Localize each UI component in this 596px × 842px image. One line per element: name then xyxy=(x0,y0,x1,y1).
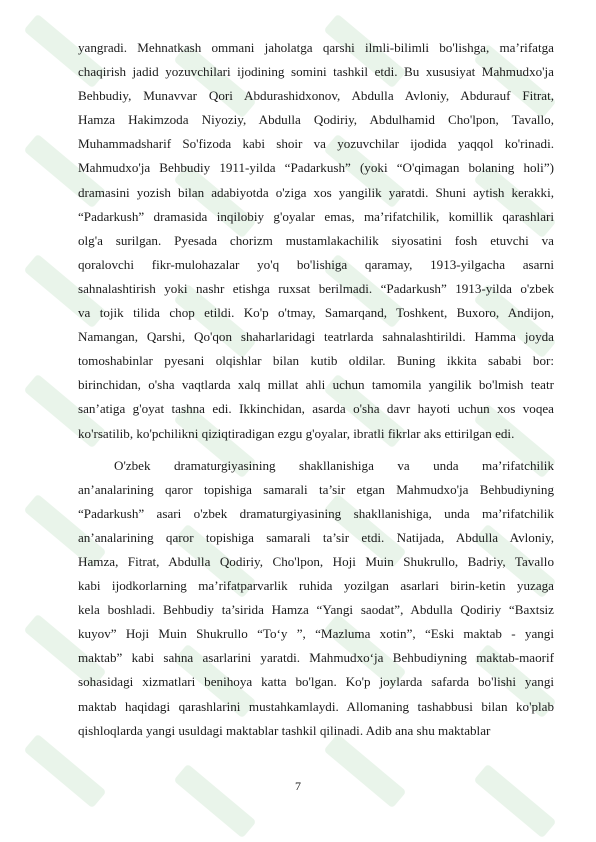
text-line: yangradi. Mehnatkash ommani jaholatga qarshi ilmli-bilimli bo'lishga, ma’rifatga xyxy=(78,40,554,55)
watermark-mark xyxy=(173,764,256,839)
text-line: Namangan, Qarshi, Qo'qon shaharlaridagi teatrlarda sahnalashtirildi. Hamma joyda xyxy=(78,329,554,345)
text-line: birinchidan, o'sha vaqtlarda xalq millat ahli uchun tamomila yangilik bo'lmish teatr xyxy=(78,377,554,393)
text-line: maktab” kabi sahna asarlarini yaratdi. Mahmudxo‘ja Behbudiyning maktab-maorif xyxy=(78,650,554,666)
text-line: kabi ijodkorlarning ma’rifatparvarlik ruhida yozilgan asarlari birin-ketin yuzaga xyxy=(78,578,554,594)
text-line: maktab haqidagi qarashlarini mustahkamlaydi. Allomaning tashabbusi bilan ko'plab xyxy=(78,698,554,714)
text-line: Hamza Hakimzoda Niyoziy, Abdulla Qodiriy, Abdulhamid Cho'lpon, Tavallo, xyxy=(78,112,554,128)
text-line: kela boshladi. Behbudiy ta’sirida Hamza “Yangi saodat”, Abdulla Qodiriy “Baxtsiz xyxy=(78,602,554,618)
text-line: “Padarkush” dramasida inqilobiy g'oyalar emas, ma’rifatchilik, komillik qarashlari xyxy=(78,208,554,224)
text-line: qoralovchi fikr-mulohazalar yo'q bo'lishiga qaramay, 1913-yilgacha asarni xyxy=(78,256,554,272)
paragraph-2 xyxy=(78,454,554,743)
text-line: Mahmudxo'ja Behbudiy 1911-yilda “Padarkush” (yoki “O'qimagan bolaning holi”) xyxy=(78,160,554,176)
text-line: Behbudiy, Munavvar Qori Abdurashidxonov, Abdulla Avloniy, Abdurauf Fitrat, xyxy=(78,88,554,104)
text-line: kuyov” Hoji Muin Shukrullo “To‘y ”, “Mazluma xotin”, “Eski maktab - yangi xyxy=(78,626,554,642)
page-body xyxy=(78,36,554,743)
text-line: san’atiga g'oyat tashna edi. Ikkinchidan, asarda o'sha davr hayoti uchun xos voqea xyxy=(78,401,554,417)
paragraph-1 xyxy=(78,36,554,446)
text-line: tomoshabinlar pyesani olqishlar bilan kutib oldilar. Buning ikkita sababi bor: xyxy=(78,353,554,369)
text-line: an’analarining qaror topishiga samarali ta’sir etdi. Natijada, Abdulla Avloniy, xyxy=(78,529,554,545)
watermark-mark xyxy=(23,734,106,809)
text-line: sahnalashtirish yoki nashr etishga ruxsat berilmadi. “Padarkush” 1913-yilda o'zbek xyxy=(78,280,554,296)
text-line: qishloqlarda yangi usuldagi maktablar tashkil qilinadi. Adib ana shu maktablar xyxy=(78,722,491,738)
text-line: “Padarkush” asari o'zbek dramaturgiyasining shakllanishiga, unda ma’rifatchilik xyxy=(78,505,554,521)
text-line: an’analarining qaror topishiga samarali ta’sir etgan Mahmudxo'ja Behbudiyning xyxy=(78,481,554,497)
text-line: ko'rsatilib, ko'pchilikni qiziqtiradigan ezgu g'oyalar, ibratli fikrlar aks ettirilgan edi. xyxy=(78,425,515,441)
watermark-mark xyxy=(473,764,556,839)
text-line: olg'a surilgan. Pyesada chorizm mustamlakachilik siyosatini fosh etuvchi va xyxy=(78,232,554,248)
text-line: Muhammadsharif So'fizoda kabi shoir va yozuvchilar ijodida yaqqol ko'rinadi. xyxy=(78,136,554,152)
text-line: chaqirish jadid yozuvchilari ijodining somini tashkil etdi. Bu xususiyat Mahmudxo'ja xyxy=(78,64,554,80)
watermark-mark xyxy=(323,734,406,809)
text-line: O'zbek dramaturgiyasining shakllanishiga va unda ma’rifatchilik xyxy=(114,457,554,473)
text-line: Hamza, Fitrat, Abdulla Qodiriy, Cho'lpon, Hoji Muin Shukrullo, Badriy, Tavallo xyxy=(78,553,554,569)
text-line: dramasini yozish bilan adabiyotda o'ziga xos yangilik yaratdi. Shuni aytish kerakki, xyxy=(78,184,554,200)
text-line: sohasidagi xizmatlari benihoya katta bo'lgan. Ko'p joylarda safarda bo'lishi yangi xyxy=(78,674,554,690)
text-line: va tojik tilida chop etildi. Ko'p o'tmay, Samarqand, Toshkent, Buxoro, Andijon, xyxy=(78,305,554,321)
page-number: 7 xyxy=(295,779,301,793)
